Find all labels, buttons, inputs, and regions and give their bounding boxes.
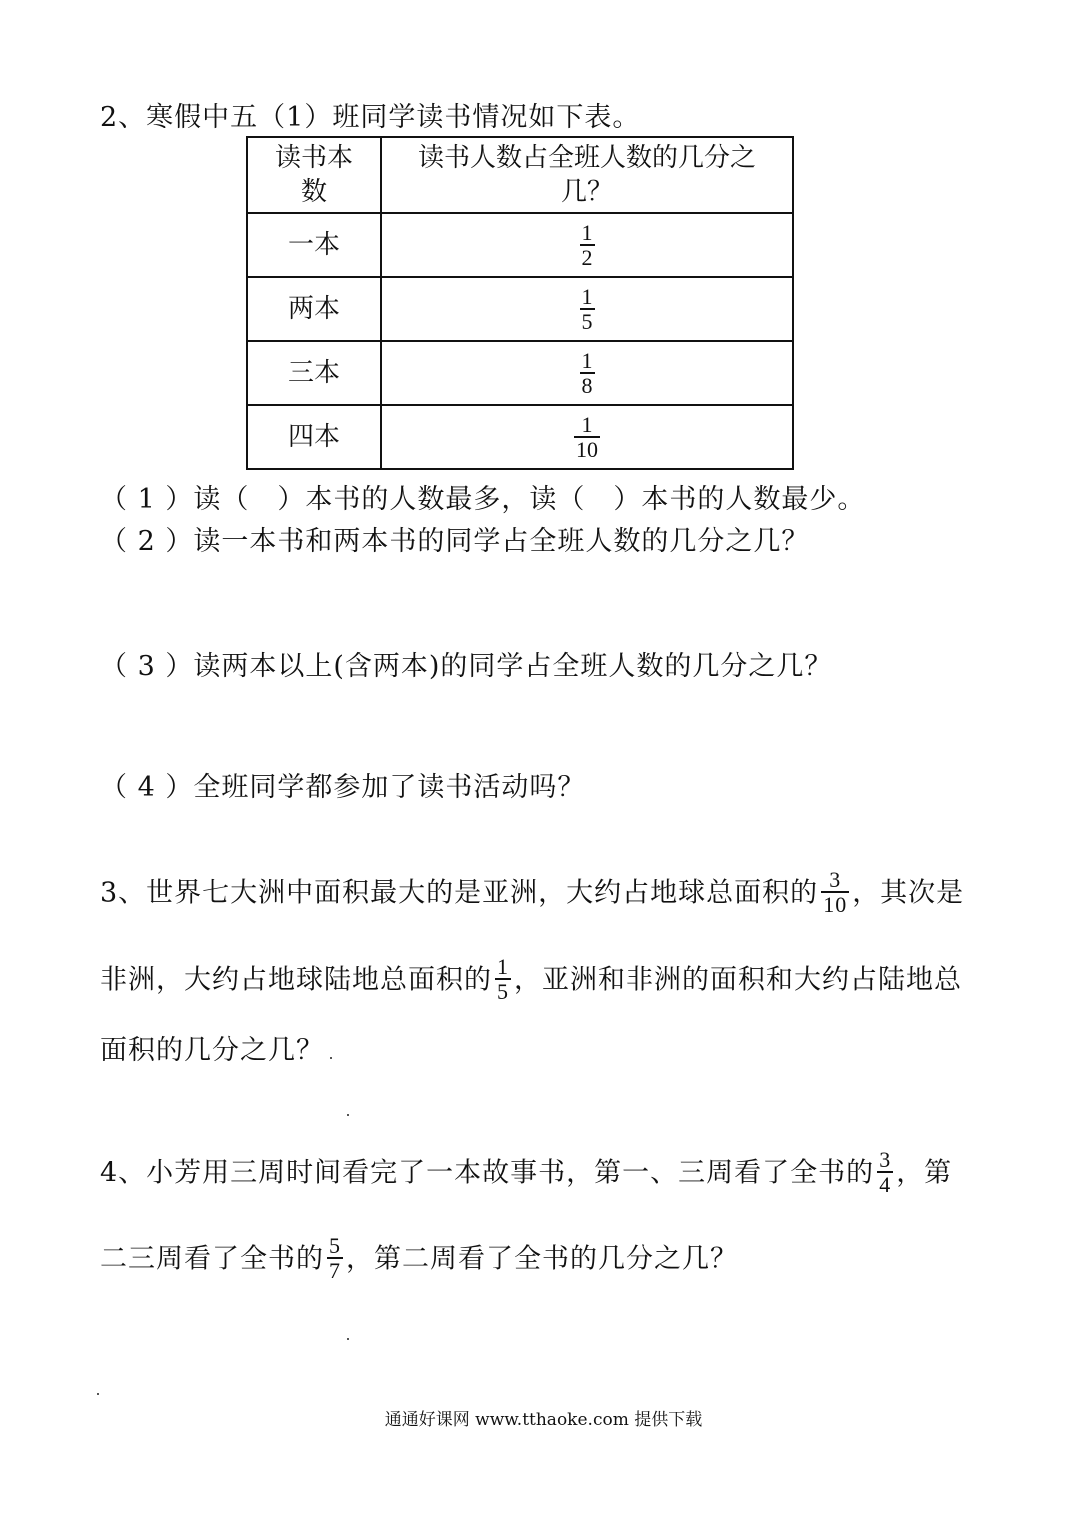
- q3-line2-text-b: ，亚洲和非洲的面积和大约占陆地总: [514, 964, 962, 996]
- speck: [347, 1114, 349, 1116]
- numerator: 1: [581, 284, 593, 309]
- q2-sub3: （ 3 ）读两本以上(含两本)的同学占全班人数的几分之几？: [100, 651, 833, 682]
- q3-line3: 面积的几分之几？: [100, 1035, 324, 1066]
- header-fraction-cell: [381, 137, 793, 213]
- denominator: 5: [581, 309, 593, 334]
- q2-sub1: （ 1 ）读（ ）本书的人数最多，读（ ）本书的人数最少。: [100, 484, 866, 515]
- numerator: 3: [879, 1147, 892, 1172]
- denominator: 2: [581, 245, 593, 270]
- denominator: 10: [823, 892, 848, 917]
- q4-line1-text-a: 4、小芳用三周时间看完了一本故事书，第一、三周看了全书的: [100, 1157, 875, 1189]
- fraction: [821, 868, 849, 916]
- numerator: 3: [829, 867, 842, 892]
- footer-credit: 通通好课网 www.tthaoke.com 提供下载: [384, 1410, 703, 1430]
- q4-line2-text-a: 二三周看了全书的: [100, 1243, 324, 1275]
- speck: [97, 1393, 99, 1395]
- fraction: [495, 955, 511, 1003]
- books-cell: 四本: [247, 405, 381, 469]
- fraction-cell: [381, 341, 793, 405]
- books-cell: 三本: [247, 341, 381, 405]
- fraction-cell: [381, 405, 793, 469]
- fraction-cell: [381, 277, 793, 341]
- q4-line2: [100, 1233, 738, 1284]
- numerator: 1: [581, 412, 593, 437]
- books-cell: 一本: [247, 213, 381, 277]
- header-fraction-line2: 几？: [560, 177, 613, 207]
- table-row: [247, 405, 793, 469]
- denominator: 10: [576, 437, 598, 462]
- fraction: [877, 1148, 893, 1196]
- denominator: 5: [497, 979, 509, 1004]
- fraction: [580, 349, 595, 397]
- fraction: [580, 221, 595, 269]
- numerator: 1: [497, 954, 509, 979]
- q4-line1-text-b: ，第: [896, 1157, 953, 1189]
- denominator: 8: [581, 373, 593, 398]
- header-fraction-line1: 读书人数占全班人数的几分之: [417, 143, 756, 173]
- q3-line1: [100, 867, 965, 918]
- fraction: [327, 1234, 343, 1282]
- table-row: [247, 341, 793, 405]
- speck: [330, 1057, 332, 1059]
- q3-line2-text-a: 非洲，大约占地球陆地总面积的: [100, 964, 492, 996]
- speck: [347, 1338, 349, 1340]
- numerator: 1: [581, 348, 593, 373]
- table-header-row: [247, 137, 793, 213]
- reading-table: [246, 136, 794, 470]
- numerator: 5: [329, 1233, 341, 1258]
- books-cell: 两本: [247, 277, 381, 341]
- denominator: 7: [329, 1258, 341, 1283]
- header-books-cell: [247, 137, 381, 213]
- table-row: [247, 277, 793, 341]
- q3-line2: [100, 954, 962, 1005]
- q2-title: 2、寒假中五（1）班同学读书情况如下表。: [100, 102, 641, 133]
- q3-line1-text-a: 3、世界七大洲中面积最大的是亚洲，大约占地球总面积的: [100, 877, 819, 909]
- header-books-line1: 读书本: [274, 143, 353, 173]
- header-books-line2: 数: [300, 177, 327, 207]
- fraction: [574, 413, 600, 461]
- q4-line1: [100, 1147, 953, 1198]
- q3-line1-text-b: ，其次是: [852, 877, 965, 909]
- fraction: [580, 285, 595, 333]
- table-row: [247, 213, 793, 277]
- numerator: 1: [581, 220, 593, 245]
- q2-sub2: （ 2 ）读一本书和两本书的同学占全班人数的几分之几？: [100, 526, 810, 557]
- q4-line2-text-b: ，第二周看了全书的几分之几？: [346, 1243, 738, 1275]
- denominator: 4: [879, 1172, 892, 1197]
- q2-sub4: （ 4 ）全班同学都参加了读书活动吗？: [100, 772, 586, 803]
- fraction-cell: [381, 213, 793, 277]
